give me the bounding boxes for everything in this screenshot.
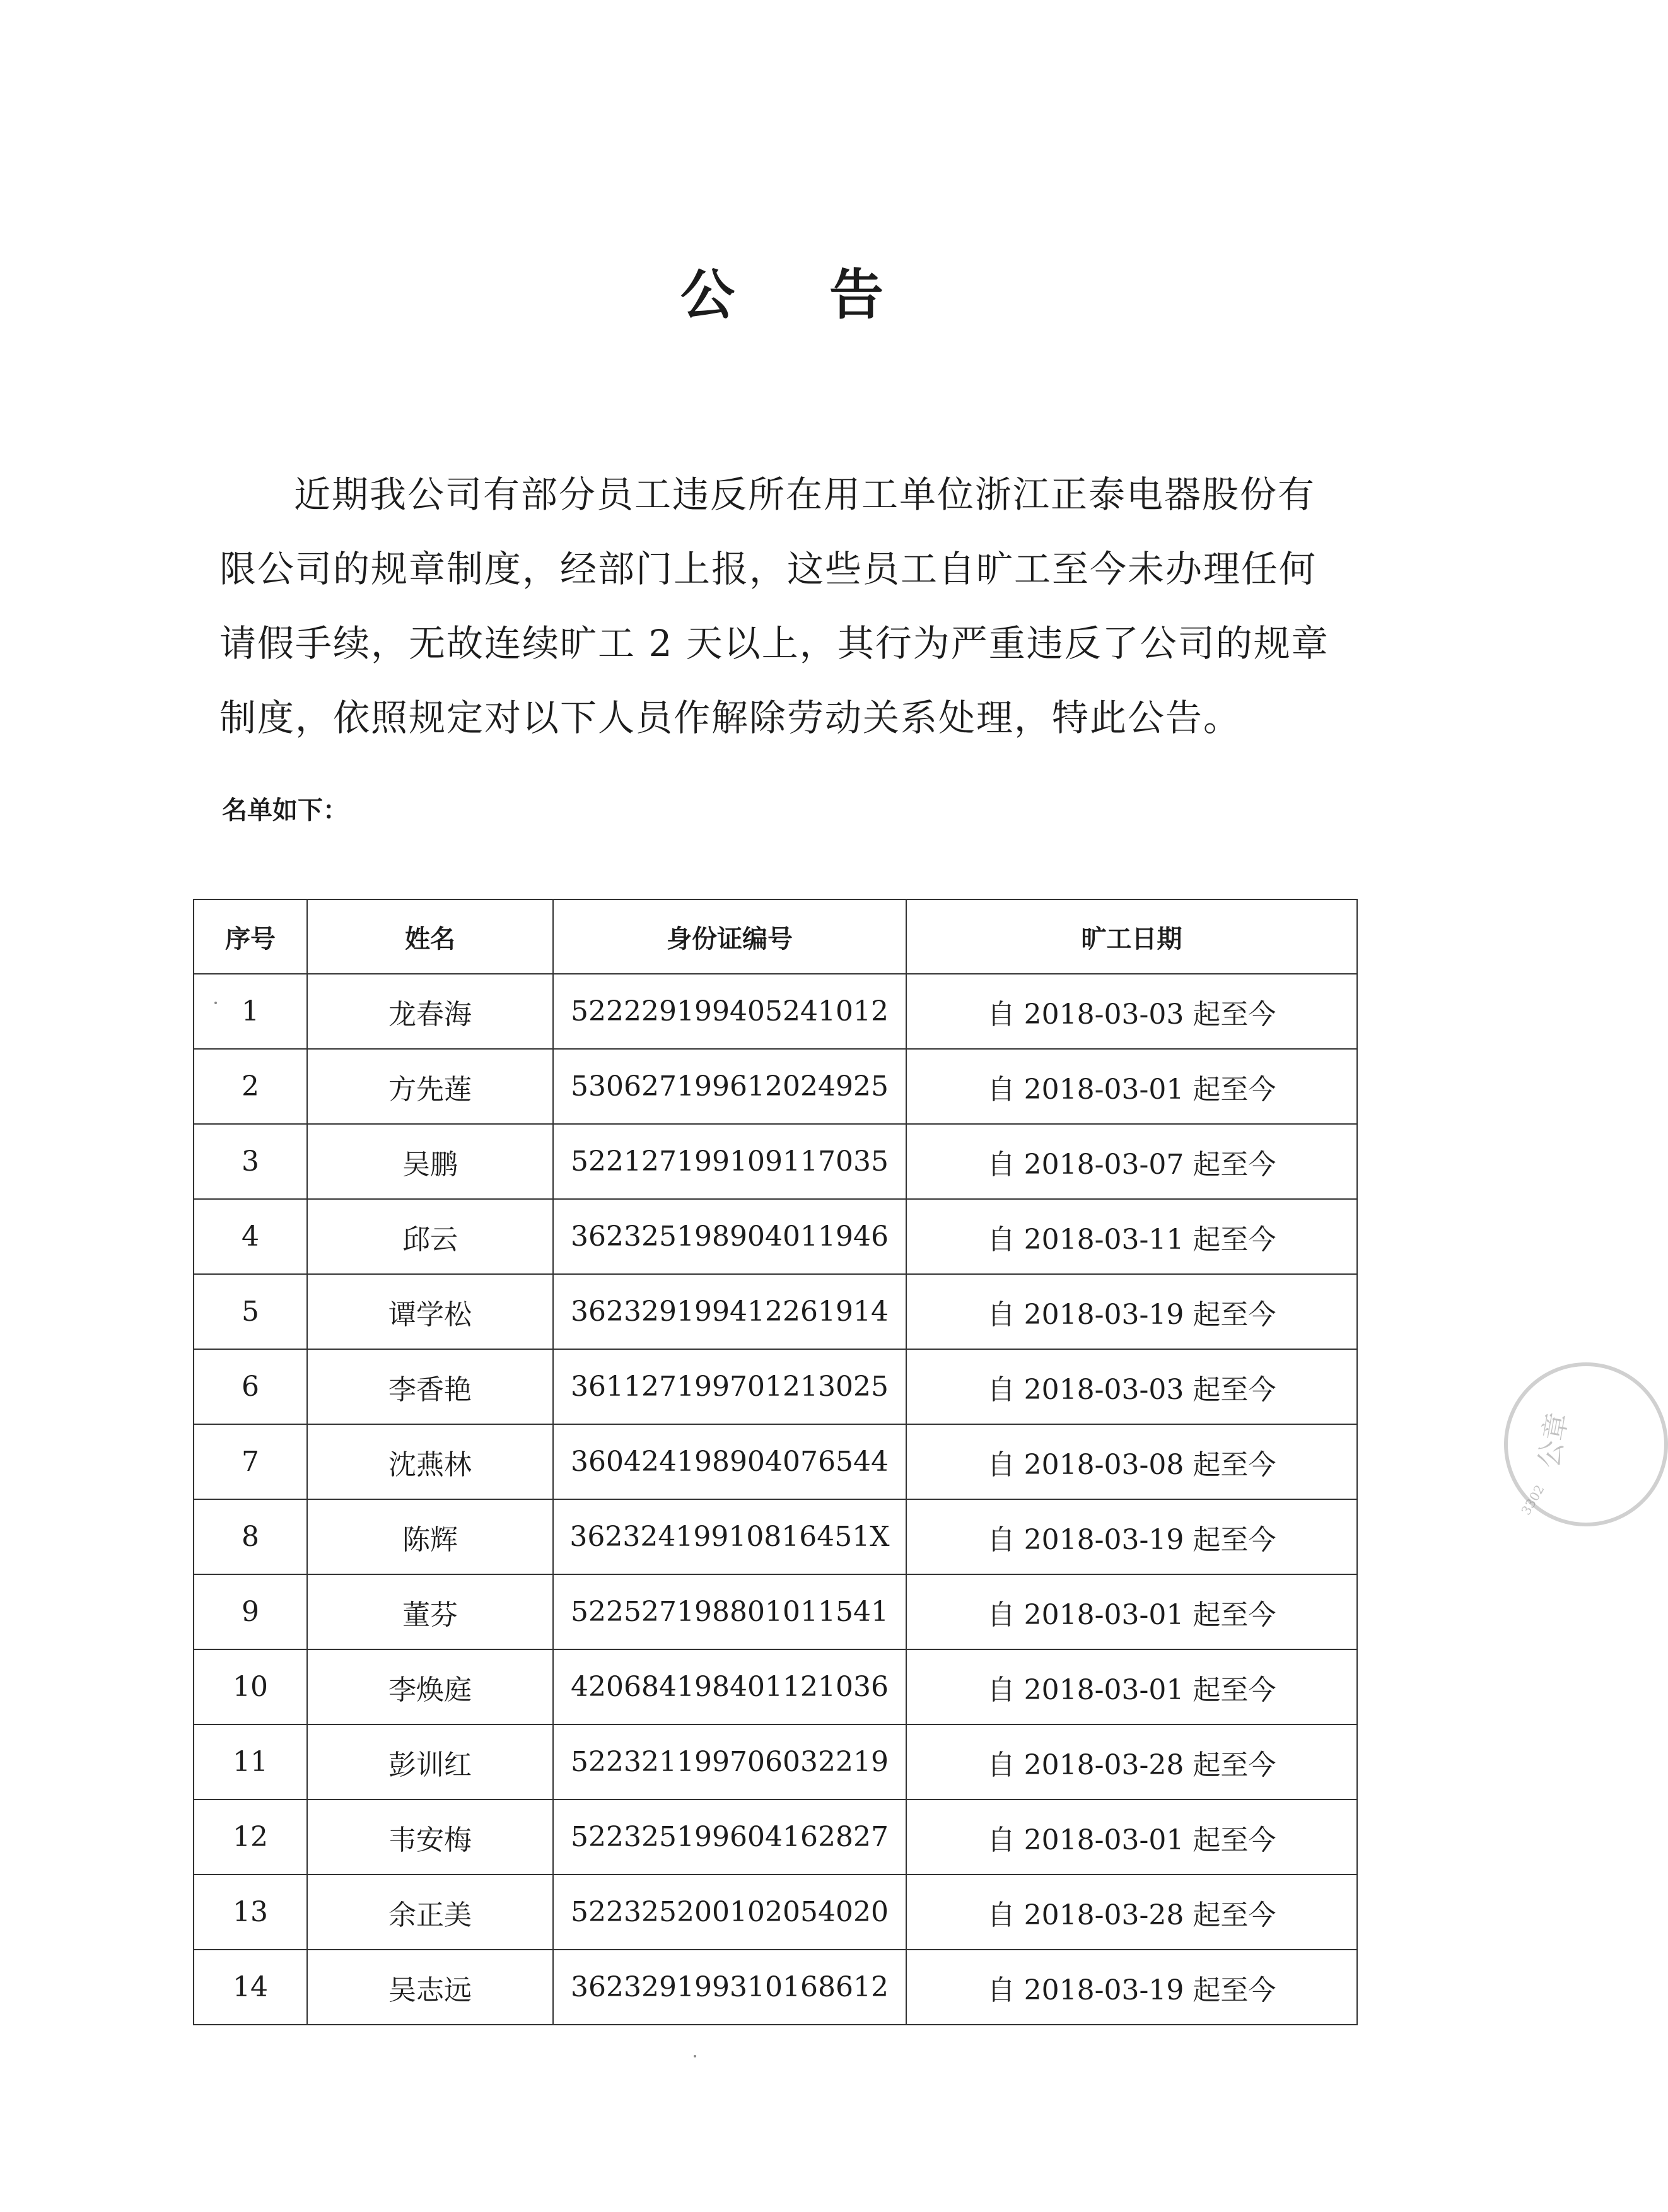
cell-id-number: 360424198904076544 xyxy=(553,1424,906,1499)
cell-index: 3 xyxy=(194,1124,307,1199)
cell-id-number: 522127199109117035 xyxy=(553,1124,906,1199)
cell-name: 彭训红 xyxy=(307,1724,553,1799)
table-row xyxy=(194,1424,1357,1499)
cell-index: 12 xyxy=(194,1799,307,1875)
cell-absence-date: 自 2018-03-19 起至今 xyxy=(906,1274,1357,1349)
table-row xyxy=(194,1049,1357,1124)
table-row xyxy=(194,1649,1357,1724)
table-row xyxy=(194,1274,1357,1349)
table-row xyxy=(194,1349,1357,1424)
cell-id-number: 361127199701213025 xyxy=(553,1349,906,1424)
cell-id-number: 362329199412261914 xyxy=(553,1274,906,1349)
table-row xyxy=(194,1950,1357,2025)
cell-absence-date: 自 2018-03-07 起至今 xyxy=(906,1124,1357,1199)
cell-name: 陈辉 xyxy=(307,1499,553,1574)
cell-name: 李香艳 xyxy=(307,1349,553,1424)
cell-name: 谭学松 xyxy=(307,1274,553,1349)
cell-index: 7 xyxy=(194,1424,307,1499)
list-label: 名单如下： xyxy=(222,796,348,825)
table-row xyxy=(194,974,1357,1049)
cell-id-number: 522229199405241012 xyxy=(553,974,906,1049)
cell-absence-date: 自 2018-03-01 起至今 xyxy=(906,1574,1357,1649)
cell-name: 龙春海 xyxy=(307,974,553,1049)
cell-absence-date: 自 2018-03-11 起至今 xyxy=(906,1199,1357,1274)
cell-index: 6 xyxy=(194,1349,307,1424)
cell-index: 13 xyxy=(194,1875,307,1950)
table-header-row xyxy=(194,899,1357,974)
cell-id-number: 362325198904011946 xyxy=(553,1199,906,1274)
cell-absence-date: 自 2018-03-03 起至今 xyxy=(906,974,1357,1049)
cell-id-number: 530627199612024925 xyxy=(553,1049,906,1124)
announcement-body xyxy=(219,457,1342,755)
table-row xyxy=(194,1199,1357,1274)
cell-absence-date: 自 2018-03-01 起至今 xyxy=(906,1049,1357,1124)
cell-id-number: 522321199706032219 xyxy=(553,1724,906,1799)
table-row xyxy=(194,1875,1357,1950)
scan-speck xyxy=(694,2055,696,2057)
table-row xyxy=(194,1124,1357,1199)
cell-index: 10 xyxy=(194,1649,307,1724)
cell-index: 1 xyxy=(194,974,307,1049)
page-title: 公 告 xyxy=(680,264,921,327)
cell-index: 8 xyxy=(194,1499,307,1574)
employee-table xyxy=(193,899,1358,2025)
cell-name: 吴志远 xyxy=(307,1950,553,2025)
cell-id-number: 362329199310168612 xyxy=(553,1950,906,2025)
cell-absence-date: 自 2018-03-19 起至今 xyxy=(906,1950,1357,2025)
seal-text: 公章 xyxy=(1532,1410,1575,1471)
cell-absence-date: 自 2018-03-03 起至今 xyxy=(906,1349,1357,1424)
cell-absence-date: 自 2018-03-01 起至今 xyxy=(906,1649,1357,1724)
header-index: 序号 xyxy=(194,899,307,974)
table-body xyxy=(194,974,1357,2025)
cell-id-number: 522325200102054020 xyxy=(553,1875,906,1950)
table-row xyxy=(194,1724,1357,1799)
cell-id-number: 522527198801011541 xyxy=(553,1574,906,1649)
cell-name: 韦安梅 xyxy=(307,1799,553,1875)
cell-index: 11 xyxy=(194,1724,307,1799)
cell-index: 2 xyxy=(194,1049,307,1124)
cell-index: 4 xyxy=(194,1199,307,1274)
cell-name: 余正美 xyxy=(307,1875,553,1950)
table-row xyxy=(194,1799,1357,1875)
cell-absence-date: 自 2018-03-28 起至今 xyxy=(906,1875,1357,1950)
header-name: 姓名 xyxy=(307,899,553,974)
table-row xyxy=(194,1574,1357,1649)
cell-absence-date: 自 2018-03-01 起至今 xyxy=(906,1799,1357,1875)
company-seal xyxy=(1504,1362,1668,1526)
cell-absence-date: 自 2018-03-19 起至今 xyxy=(906,1499,1357,1574)
cell-id-number: 522325199604162827 xyxy=(553,1799,906,1875)
table-row xyxy=(194,1499,1357,1574)
cell-index: 9 xyxy=(194,1574,307,1649)
header-id-number: 身份证编号 xyxy=(553,899,906,974)
cell-absence-date: 自 2018-03-08 起至今 xyxy=(906,1424,1357,1499)
cell-index: 14 xyxy=(194,1950,307,2025)
cell-index: 5 xyxy=(194,1274,307,1349)
cell-id-number: 36232419910816451X xyxy=(553,1499,906,1574)
cell-name: 邱云 xyxy=(307,1199,553,1274)
cell-name: 董芬 xyxy=(307,1574,553,1649)
scan-speck xyxy=(214,1002,217,1004)
cell-id-number: 420684198401121036 xyxy=(553,1649,906,1724)
cell-name: 沈燕林 xyxy=(307,1424,553,1499)
header-absence-date: 旷工日期 xyxy=(906,899,1357,974)
announcement-paragraph: 近期我公司有部分员工违反所在用工单位浙江正泰电器股份有限公司的规章制度，经部门上报，这些员工自旷工至今未办理任何请假手续，无故连续旷工 2 天以上，其行为严重违反了公司的规章制度，依照规定对以下人员作解除劳动关系处理，特此公告。 xyxy=(219,473,1329,739)
cell-name: 吴鹏 xyxy=(307,1124,553,1199)
cell-absence-date: 自 2018-03-28 起至今 xyxy=(906,1724,1357,1799)
seal-number: 3302 xyxy=(1518,1482,1548,1518)
cell-name: 方先莲 xyxy=(307,1049,553,1124)
cell-name: 李焕庭 xyxy=(307,1649,553,1724)
